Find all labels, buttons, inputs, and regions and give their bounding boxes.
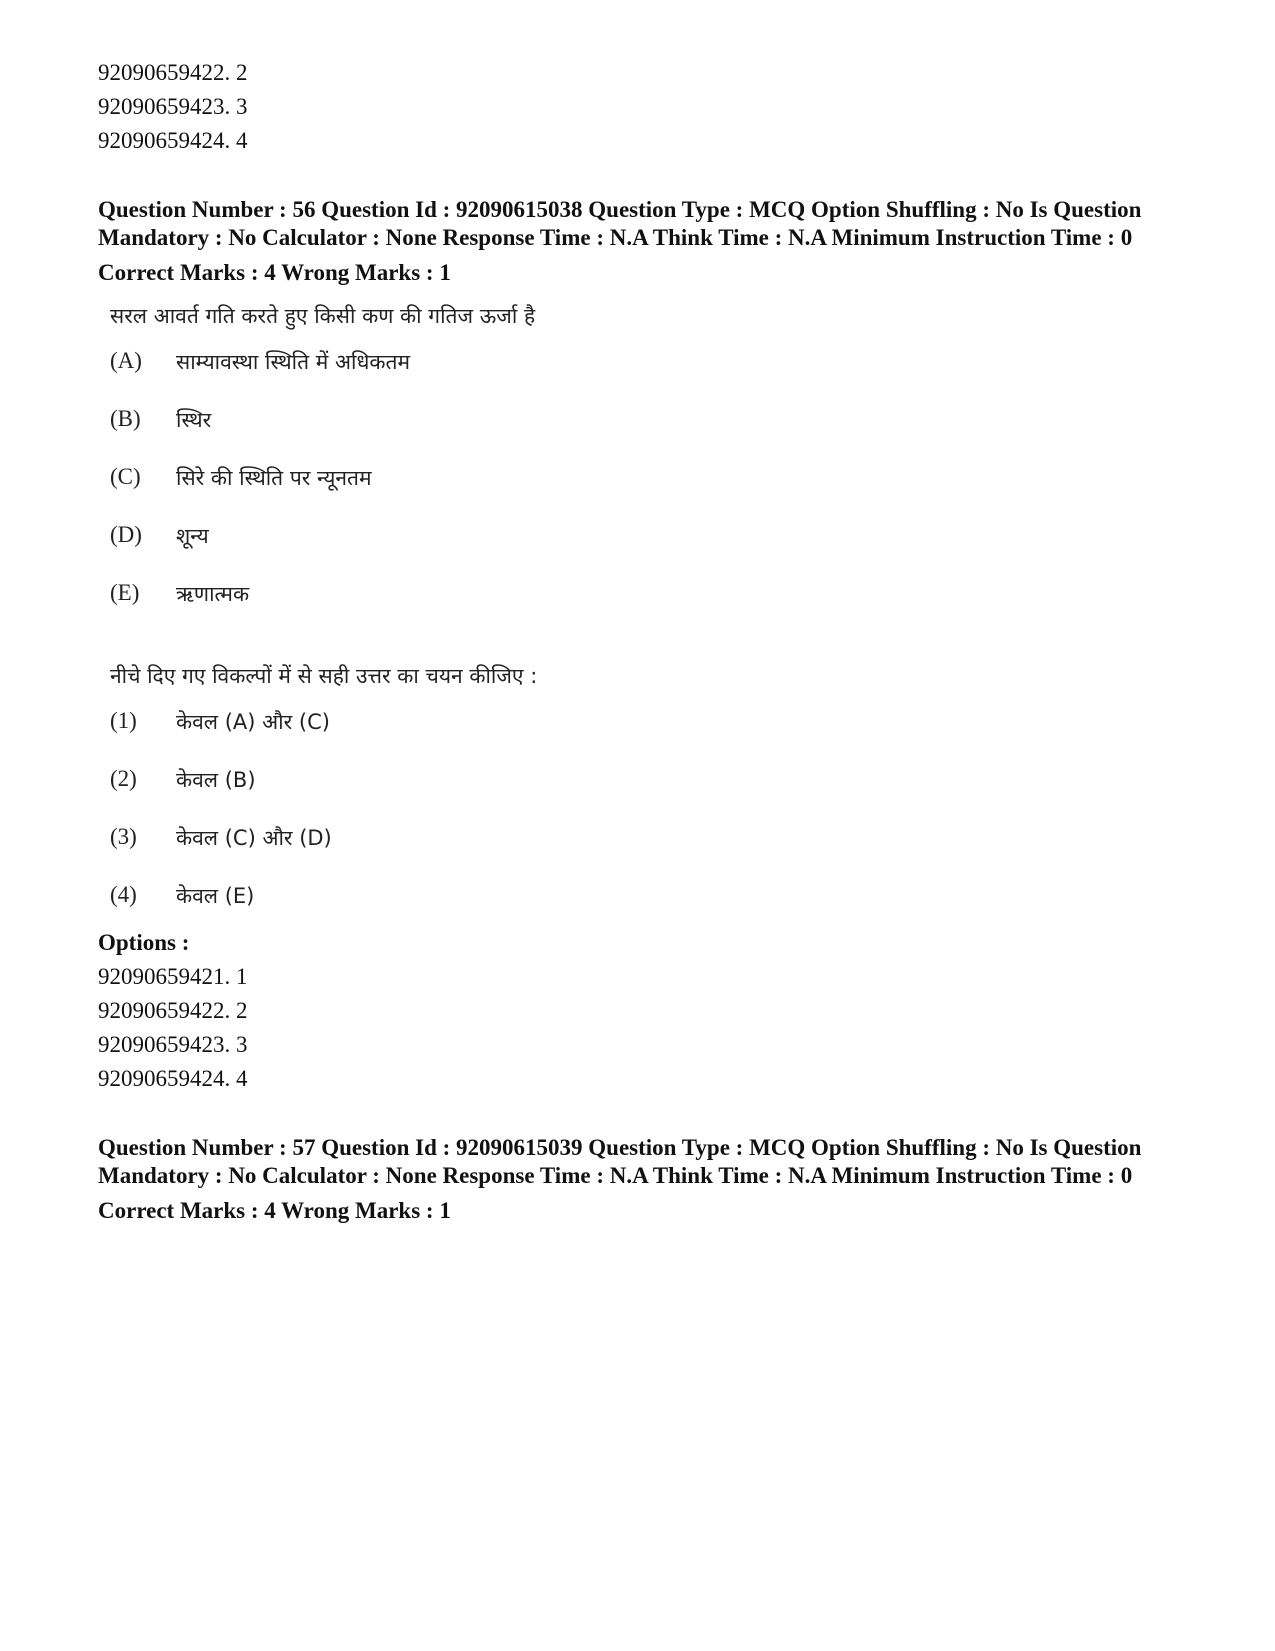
statement-label: (D) [110, 522, 142, 547]
choice-label: (4) [110, 882, 137, 907]
statement-label: (A) [110, 348, 142, 373]
option-line: 92090659422. 2 [98, 998, 248, 1023]
option-line: 92090659422. 2 [98, 60, 248, 85]
statement-text: साम्यावस्था स्थिति में अधिकतम [176, 350, 411, 374]
question-meta: Question Number : 57 Question Id : 92090615039 Question Type : MCQ Option Shuffling : No Is Question Mandatory : No Calculator : None Response Time : N.A Think Time : N.A Minimum Instruction Time : 0 [98, 1135, 1142, 1188]
options-header: Options : [98, 930, 190, 955]
question-57 [98, 1134, 1198, 1226]
choice-text: केवल (B) [176, 768, 256, 792]
statement-item [110, 580, 1198, 638]
choice-label: (2) [110, 766, 137, 791]
statement-label: (B) [110, 406, 141, 431]
option-line: 92090659424. 4 [98, 128, 248, 153]
statement-text: स्थिर [176, 408, 212, 432]
statement-item [110, 406, 1198, 464]
statement-text: शून्य [176, 524, 209, 548]
choice-text: केवल (A) और (C) [176, 710, 330, 734]
statement-text: सिरे की स्थिति पर न्यूनतम [176, 466, 372, 490]
choice-item [110, 708, 1198, 766]
option-line: 92090659423. 3 [98, 94, 248, 119]
choice-text: केवल (C) और (D) [176, 826, 332, 850]
question-marks: Correct Marks : 4 Wrong Marks : 1 [98, 1198, 451, 1223]
choice-text: केवल (E) [176, 884, 255, 908]
option-line: 92090659421. 1 [98, 964, 248, 989]
option-line: 92090659423. 3 [98, 1032, 248, 1057]
statement-item [110, 464, 1198, 522]
prev-options-list [98, 56, 1198, 158]
question-meta: Question Number : 56 Question Id : 92090615038 Question Type : MCQ Option Shuffling : No Is Question Mandatory : No Calculator : None Response Time : N.A Think Time : N.A Minimum Instruction Time : 0 [98, 197, 1142, 250]
document-page [98, 56, 1198, 1226]
question-marks: Correct Marks : 4 Wrong Marks : 1 [98, 260, 451, 285]
choice-label: (3) [110, 824, 137, 849]
statement-label: (E) [110, 580, 140, 605]
statement-item [110, 522, 1198, 580]
choice-item [110, 824, 1198, 882]
question-body [110, 302, 1198, 926]
statement-label: (C) [110, 464, 141, 489]
statement-text: ऋणात्मक [176, 582, 250, 606]
question-56 [98, 196, 1198, 1096]
question-stem: सरल आवर्त गति करते हुए किसी कण की गतिज ऊर्जा है [110, 304, 536, 328]
option-line: 92090659424. 4 [98, 1066, 248, 1091]
choice-item [110, 766, 1198, 824]
question-instruction: नीचे दिए गए विकल्पों में से सही उत्तर का चयन कीजिए : [110, 664, 538, 688]
statement-item [110, 348, 1198, 406]
choice-item [110, 882, 1198, 926]
choice-label: (1) [110, 708, 137, 733]
options-list [98, 960, 1198, 1096]
